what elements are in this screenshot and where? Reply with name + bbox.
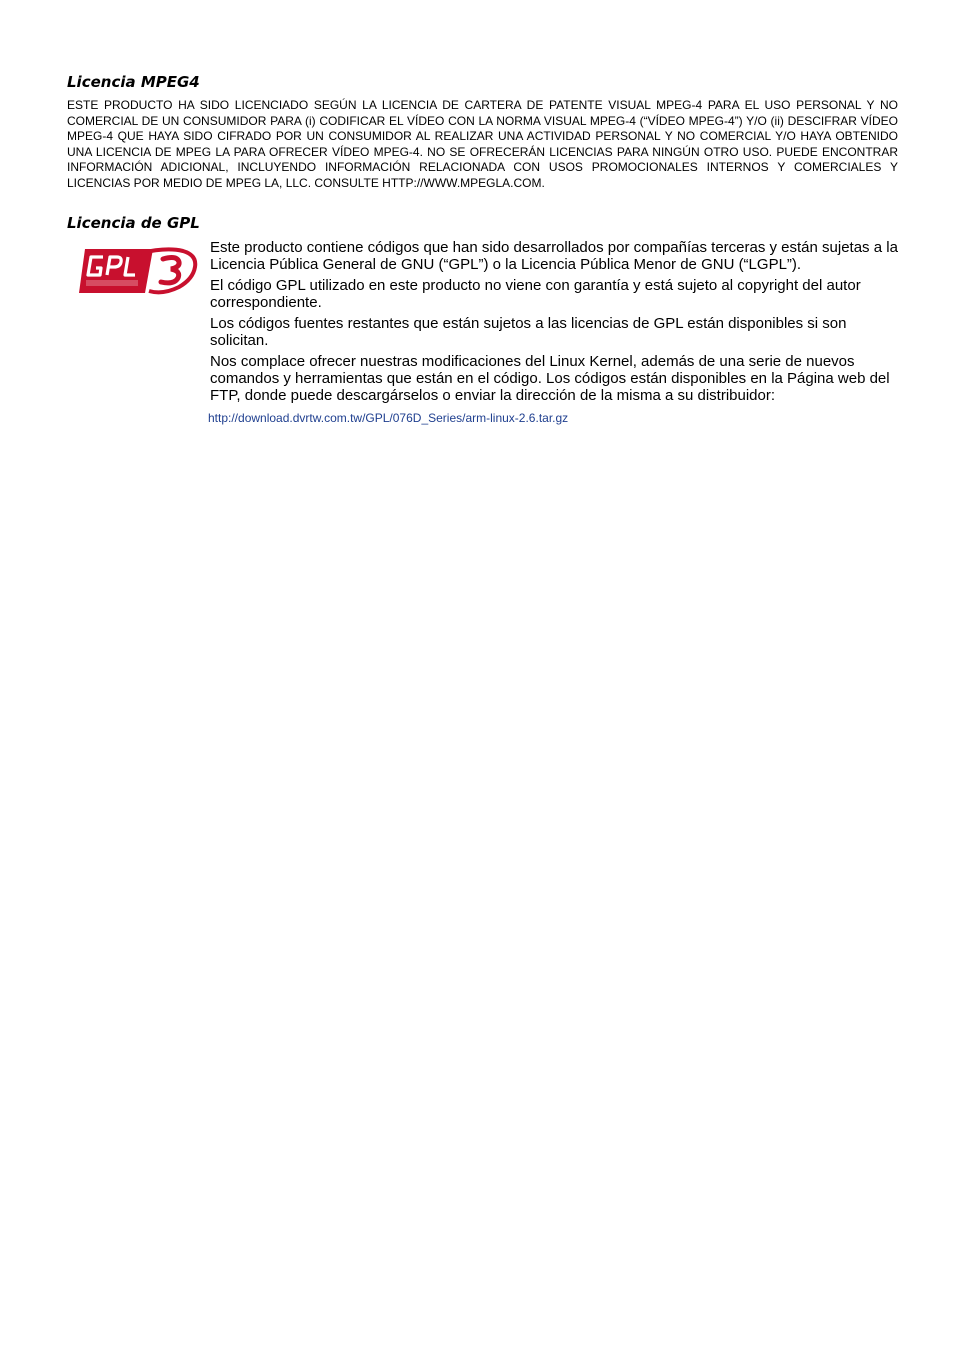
gpl-v3-logo-icon (79, 245, 199, 295)
gpl-paragraph: Nos complace ofrecer nuestras modificaciones del Linux Kernel, además de una serie de nuevos comandos y herramientas que están en el código. Los códigos están disponibles en la Página web del FTP, donde puede descargárselos o enviar la dirección de la misma a su distribuidor: (210, 352, 890, 404)
document-page (67, 72, 898, 426)
gpl-license-text (210, 239, 898, 426)
gpl-paragraph: Los códigos fuentes restantes que están sujetos a las licencias de GPL están disponibles si son solicitan. (210, 314, 847, 349)
gpl-download-link[interactable]: http://download.dvrtw.com.tw/GPL/076D_Series/arm-linux-2.6.tar.gz (208, 410, 569, 425)
mpeg4-license-heading: Licencia MPEG4 (67, 73, 200, 91)
mpeg4-license-text: ESTE PRODUCTO HA SIDO LICENCIADO SEGÚN LA LICENCIA DE CARTERA DE PATENTE VISUAL MPEG-4 PARA EL USO PERSONAL Y NO COMERCIAL DE UN CONSUMIDOR PARA (i) CODIFICAR EL VÍDEO CON LA NORMA VISUAL MPEG-4 (“VÍDEO MPEG-4”) Y/O (ii) DESCIFRAR VÍDEO MPEG-4 QUE HAYA SIDO CIFRADO POR UN CONSUMIDOR AL REALIZAR UNA ACTIVIDAD PERSONAL Y NO COMERCIAL Y/O HAYA OBTENIDO UNA LICENCIA DE MPEG LA PARA OFRECER VÍDEO MPEG-4. NO SE OFRECERÁN LICENCIAS PARA NINGÚN OTRO USO. PUEDE ENCONTRAR INFORMACIÓN ADICIONAL, INCLUYENDO INFORMACIÓN RELACIONADA CON USOS PROMOCIONALES INTERNOS Y COMERCIALES Y LICENCIAS POR MEDIO DE MPEG LA, LLC. CONSULTE HTTP://WWW.MPEGLA.COM. (67, 98, 898, 190)
gpl-paragraph: El código GPL utilizado en este producto no viene con garantía y está sujeto al copyright del autor correspondiente. (210, 276, 861, 311)
gpl-license-heading: Licencia de GPL (67, 213, 200, 232)
gpl-license-section (67, 239, 898, 426)
gpl-paragraph: Este producto contiene códigos que han sido desarrollados por compañías terceras y están sujetas a la Licencia Pública General de GNU (“GPL”) o la Licencia Pública Menor de GNU (“LGPL”). (210, 238, 898, 273)
